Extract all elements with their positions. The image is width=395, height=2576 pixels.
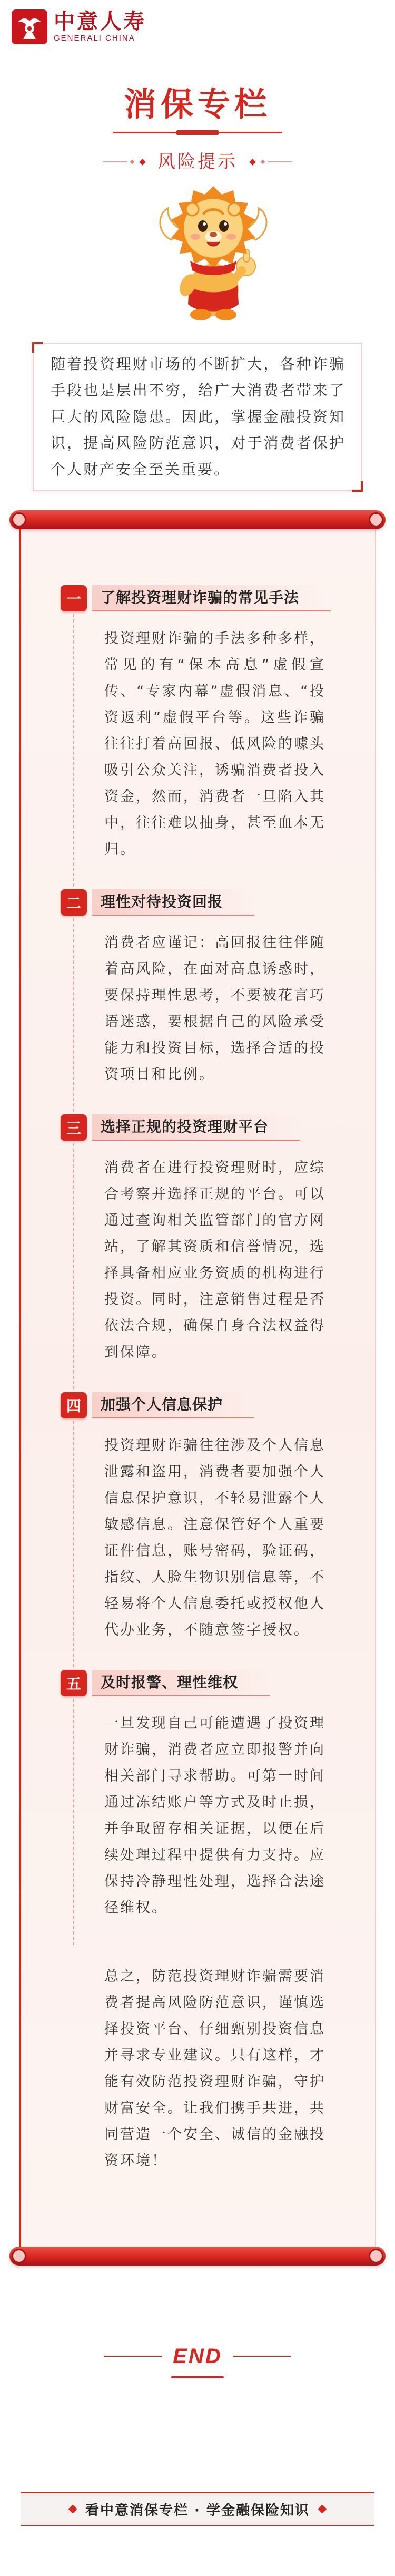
scroll-cap-icon bbox=[12, 2249, 26, 2263]
section-header bbox=[61, 582, 375, 614]
brand-logo bbox=[12, 9, 146, 44]
corner-accent bbox=[352, 481, 363, 492]
brand-name-en: GENERALI CHINA bbox=[54, 34, 135, 43]
section-title: 选择正规的投资理财平台 bbox=[92, 1114, 300, 1141]
section-header bbox=[61, 1667, 375, 1699]
conclusion-text: 总之，防范投资理财诈骗需要消费者提高风险防范意识，谨慎选择投资平台、仔细甄别投资信息并寻求专业建议。只有这样，才能有效防范投资理财诈骗，守护财富安全。让我们携手共进，共同营造一个安全、诚信的金融投资环境！ bbox=[104, 1968, 325, 2169]
section-body bbox=[73, 918, 375, 1112]
end-marker bbox=[0, 2340, 395, 2372]
page-title: 消保专栏 bbox=[123, 85, 271, 123]
section-text: 投资理财诈骗的手法多种多样，常见的有“保本高息”虚假宣传、“专家内幕”虚假消息、“投资返利”虚假平台等。这些诈骗往往打着高回报、低风险的噱头吸引公众关注，诱骗消费者投入资金，然而，消费者一旦陷入其中，往往难以抽身，甚至血本无归。 bbox=[104, 630, 325, 858]
scroll-roll-top bbox=[9, 510, 386, 529]
subtitle-row bbox=[0, 149, 395, 175]
section-title: 加强个人信息保护 bbox=[92, 1392, 254, 1418]
conclusion-block bbox=[104, 1945, 375, 2174]
diamond-dot-icon bbox=[261, 160, 265, 164]
section-text: 消费者应谨记：高回报往往伴随着高风险，在面对高息诱惑时，要保持理性思考，不要被花言巧语迷惑，要根据自己的风险承受能力和投资目标，选择合适的投资项目和比例。 bbox=[104, 935, 325, 1083]
end-line-left bbox=[104, 2356, 162, 2357]
footer-banner bbox=[21, 2492, 374, 2526]
section-3 bbox=[21, 1112, 375, 1389]
section-text: 一旦发现自己可能遭遇了投资理财诈骗，消费者应立即报警并向相关部门寻求帮助。可第一时间通过冻结账户等方式及时止损，并争取留存相关证据，以便在后续处理过程中提供有力支持。应保持冷静理性处理，选择合法途径维权。 bbox=[104, 1715, 325, 1916]
section-number-badge: 三 bbox=[61, 1114, 87, 1141]
diamond-dot-icon bbox=[249, 159, 256, 166]
section-number-badge: 二 bbox=[61, 889, 87, 916]
section-body bbox=[73, 614, 375, 887]
intro-text: 随着投资理财市场的不断扩大，各种诈骗手段也是层出不穷，给广大消费者带来了巨大的风险隐患。因此，掌握金融投资知识，提高风险防范意识，对于消费者保护个人财产安全至关重要。 bbox=[51, 355, 345, 478]
generali-lion-logo-icon bbox=[12, 9, 47, 44]
diamond-dot-icon bbox=[139, 159, 146, 166]
section-body bbox=[73, 1699, 375, 1945]
section-1 bbox=[21, 582, 375, 887]
section-text: 消费者在进行投资理财时，应综合考察并选择正规的平台。可以通过查询相关监管部门的官方网站，了解其资质和信誉情况，选择具备相应业务资质的机构进行投资。同时，注意销售过程是否依法合规，确保自身合法权益得到保障。 bbox=[104, 1160, 325, 1360]
footer-text: 看中意消保专栏 · 学金融保险知识 bbox=[85, 2502, 310, 2519]
section-body bbox=[73, 1421, 375, 1667]
section-5 bbox=[21, 1667, 375, 1945]
brand-name-cn: 中意人寿 bbox=[54, 9, 146, 34]
section-header bbox=[61, 887, 375, 918]
section-header bbox=[61, 1389, 375, 1421]
title-underline-accent bbox=[176, 130, 219, 135]
intro-box bbox=[33, 343, 362, 491]
section-number-badge: 五 bbox=[61, 1670, 87, 1696]
scroll-panel bbox=[19, 522, 376, 2256]
subtitle-line-right bbox=[268, 161, 292, 162]
end-underline bbox=[171, 2376, 224, 2378]
end-label: END bbox=[173, 2344, 222, 2368]
section-title: 了解投资理财诈骗的常见手法 bbox=[92, 585, 331, 611]
scroll-cap-icon bbox=[369, 2249, 383, 2263]
mascot-head bbox=[171, 186, 255, 268]
diamond-dot-icon bbox=[130, 160, 134, 164]
subtitle-line-left bbox=[103, 161, 127, 162]
section-4 bbox=[21, 1389, 375, 1667]
diamond-mark-icon bbox=[318, 2505, 327, 2514]
section-2 bbox=[21, 887, 375, 1112]
section-text: 投资理财诈骗往往涉及个人信息泄露和盗用，消费者要加强个人信息保护意识，不轻易泄露个人敏感信息。注意保管好个人重要证件信息，账号密码，验证码，指纹、人脸生物识别信息等，不轻易将个人信息委托或授权他人代办业务，不随意签字授权。 bbox=[104, 1437, 325, 1638]
section-header bbox=[61, 1112, 375, 1143]
section-number-badge: 一 bbox=[61, 585, 87, 611]
corner-accent bbox=[32, 342, 43, 353]
page-subtitle: 风险提示 bbox=[157, 151, 238, 172]
scroll-cap-icon bbox=[12, 512, 26, 527]
scroll-roll-bottom bbox=[9, 2247, 386, 2266]
section-body bbox=[73, 1143, 375, 1389]
section-title: 及时报警、理性维权 bbox=[92, 1670, 270, 1696]
diamond-mark-icon bbox=[68, 2505, 77, 2514]
lion-mascot-icon bbox=[155, 182, 271, 322]
section-title: 理性对待投资回报 bbox=[92, 889, 254, 916]
end-line-right bbox=[233, 2356, 291, 2357]
scroll-cap-icon bbox=[369, 512, 383, 527]
section-number-badge: 四 bbox=[61, 1392, 87, 1418]
